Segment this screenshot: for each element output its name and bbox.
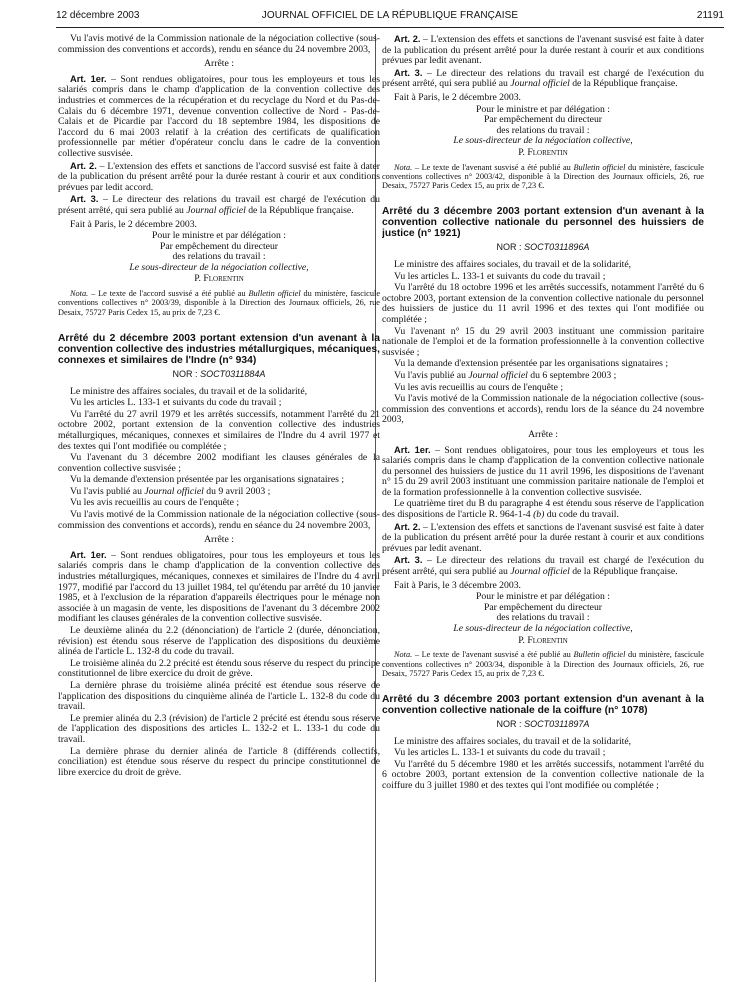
journal-name: Journal officiel — [510, 78, 570, 90]
article-text: de la République française. — [569, 78, 678, 90]
signature-line: Pour le ministre et par délégation : — [152, 230, 286, 242]
bulletin-name: Bulletin officiel — [248, 289, 301, 299]
nota-label: Nota. — [70, 289, 89, 299]
article-text: – Sont rendues obligatoires, pour tous les employeurs et tous les salariés compris dans le champ d'application de la convention collective des industries et commerces de la récupération et du recyclage du Nord et du Pas-de-Calais du 6 décembre 1971, devenue convention collective de Nord - Pas-de-Calais et de Picardie par l'accord du 18 septembre 1984, les dispositions de l'accord du 6 mai 2003 relatif à la création des certificats de qualification professionnelle par métier d'opérateur conclu dans le cadre de la convention collective susvisée. — [58, 73, 380, 159]
paragraph: Vu les articles L. 133-1 et suivants du code du travail ; — [70, 397, 282, 409]
paragraph: Le deuxième alinéa du 2.2 (dénonciation) de l'article 2 (durée, dénonciation, révision) est étendu sous réserve de l'application des dispositions du deuxième alinéa de l'article L. 132-8 du code du travail. — [58, 625, 380, 658]
signatory-name: P. Florentin — [194, 273, 244, 285]
article-label: Art. 3. — [70, 194, 99, 205]
text: Vu l'avis publié au — [70, 485, 145, 497]
article-text: – L'extension des effets et sanctions de l'avenant susvisé est faite à dater de la publication du présent arrêté pour la durée restant à courir et aux conditions prévues par ledit avenant. — [382, 521, 704, 554]
article-text: de la République française. — [245, 204, 354, 216]
paragraph: Le ministre des affaires sociales, du travail et de la solidarité, — [70, 385, 308, 397]
journal-name: Journal officiel — [186, 204, 246, 216]
nota — [382, 650, 704, 678]
decree-title: Arrêté du 3 décembre 2003 portant extension d'un avenant à la convention collective nationale de la coiffure (n° 1078) — [382, 694, 704, 717]
article-3 — [382, 555, 704, 577]
decree-title: Arrêté du 2 décembre 2003 portant extension d'un avenant à la convention collective des industries métallurgiques, mécaniques, connexes et similaires de l'Indre (n° 934) — [58, 332, 380, 366]
paragraph — [382, 371, 704, 382]
bulletin-name: Bulletin officiel — [573, 162, 626, 172]
nota-text: – Le texte de l'accord susvisé a été publié au — [88, 289, 249, 299]
article-label: Art. 1er. — [394, 444, 431, 455]
article-1 — [58, 74, 380, 160]
arrete-heading: Arrête : — [204, 534, 234, 546]
arrete-heading: Arrête : — [528, 428, 558, 440]
header-page-number: 21191 — [696, 10, 724, 21]
signature-line: Pour le ministre et par délégation : — [476, 591, 610, 603]
nor-code: SOCT0311897A — [524, 719, 590, 730]
signature-line: Par empêchement du directeur — [483, 601, 603, 613]
paragraph: Vu les avis recueillis au cours de l'enquête ; — [70, 497, 240, 509]
signature-line — [58, 263, 380, 274]
nor-code: SOCT0311896A — [524, 242, 590, 253]
article-text: – L'extension des effets et sanctions de l'avenant susvisé est faite à dater de la publication du présent arrêté pour la durée restant à courir et aux conditions prévues par ledit avenant. — [382, 34, 704, 67]
article-text: – L'extension des effets et sanctions de l'accord susvisé est faite à dater de la publication du présent arrêté pour la durée restant à courir et aux conditions prévues par ledit accord. — [58, 160, 380, 193]
nor-label: NOR : — [496, 719, 525, 730]
article-label: Art. 1er. — [70, 73, 107, 84]
nor-code: SOCT0311884A — [200, 368, 266, 379]
paragraph: Vu l'avenant n° 15 du 29 avril 2003 instituant une commission paritaire nationale de l'emploi et de la formation professionnelle à la convention collective susvisée ; — [382, 325, 704, 358]
left-column — [58, 34, 380, 984]
nor-label: NOR : — [496, 242, 525, 253]
right-column — [382, 34, 704, 984]
nota-label: Nota. — [394, 162, 413, 172]
article-2 — [382, 522, 704, 555]
page-header — [56, 10, 724, 24]
signature-role: Le sous-directeur de la négociation collective, — [453, 623, 633, 635]
paragraph: Le troisième alinéa du 2.2 précité est étendu sous réserve du respect du principe constitutionnel de libre exercice du droit de grève. — [58, 657, 380, 680]
text: du 6 septembre 2003 ; — [527, 369, 617, 381]
paragraph: La dernière phrase du troisième alinéa précité est étendue sous réserve de l'application des dispositions du cinquième alinéa de l'article L. 132-8 du code du travail. — [58, 679, 380, 713]
article-label: Art. 2. — [70, 160, 97, 171]
signature-line: des relations du travail : — [496, 124, 590, 136]
nor-reference — [58, 369, 380, 380]
arrete-heading: Arrête : — [204, 58, 234, 70]
text: du 9 avril 2003 ; — [203, 485, 271, 497]
article-label: Art. 3. — [394, 555, 423, 566]
signature-line: Pour le ministre et par délégation : — [476, 103, 610, 115]
paragraph: Vu l'avis motivé de la Commission nationale de la négociation collective (sous-commission des conventions et accords), rendu en séance du 24 novembre 2003, — [58, 34, 380, 55]
text-italic: (b) — [533, 509, 545, 521]
article-1 — [58, 550, 380, 625]
signature-line — [382, 624, 704, 635]
header-rule — [56, 27, 724, 28]
paragraph: Le premier alinéa du 2.3 (révision) de l'article 2 précité est étendu sous réserve de l'application des dispositions des articles L. 132-2 et L. 133-1 du code du travail. — [58, 712, 380, 745]
signature-date: Fait à Paris, le 2 décembre 2003. — [394, 91, 521, 103]
nota-text: – Le texte de l'avenant susvisé a été publié au — [412, 162, 574, 172]
decree-title: Arrêté du 3 décembre 2003 portant extension d'un avenant à la convention collective nationale du personnel des huissiers de justice (n° 1921) — [382, 206, 704, 240]
signature-line: des relations du travail : — [496, 612, 590, 624]
article-3 — [58, 194, 380, 216]
signature-line: Par empêchement du directeur — [159, 240, 279, 252]
nor-label: NOR : — [172, 368, 201, 379]
article-text: de la République française. — [569, 566, 678, 578]
article-label: Art. 1er. — [70, 549, 107, 560]
journal-name: Journal officiel — [144, 485, 204, 497]
article-text: – Sont rendues obligatoires, pour tous les employeurs et tous les salariés compris dans le champ d'application de la convention collective nationale du personnel des huissiers de justice du 11 avril 1996, les dispositions de l'avenant n° 15 du 29 avril 2003 instituant une commission paritaire nationale de l'emploi et de la formation professionnelle à la convention collective susvisée. — [382, 444, 704, 498]
article-3 — [382, 68, 704, 90]
paragraph: Vu l'avis motivé de la Commission nationale de la négociation collective (sous-commission des conventions et accords), rendu en séance du 24 novembre 2003, — [58, 509, 380, 531]
paragraph: Le ministre des affaires sociales, du travail et de la solidarité, — [394, 259, 632, 271]
article-label: Art. 2. — [394, 521, 421, 532]
nota-text: du ministère, fascicule conventions collectives n° 2003/39, disponible à la Direction des Journaux officiels, 26, rue Desaix, 75727 Paris Cedex 15, au prix de 7,23 €. — [58, 289, 380, 317]
signature-line: Par empêchement du directeur — [483, 114, 603, 126]
article-text: – Le directeur des relations du travail est chargé de l'exécution du présent arrêté, qui sera publié au — [58, 194, 380, 216]
article-2 — [58, 161, 380, 194]
paragraph: Vu l'arrêté du 18 octobre 1996 et les arrêtés successifs, notamment l'arrêté du 6 octobre 2003, portant extension de la convention collective nationale du personnel des huissiers de justice du 11 avril 1996 et des textes qui l'ont modifiée ou complétée ; — [382, 282, 704, 325]
header-journal-title: JOURNAL OFFICIEL DE LA RÉPUBLIQUE FRANÇAISE — [261, 10, 519, 21]
nota-text: – Le texte de l'avenant susvisé a été publié au — [412, 650, 574, 660]
paragraph: Vu les articles L. 133-1 et suivants du code du travail ; — [394, 270, 606, 282]
bulletin-name: Bulletin officiel — [573, 650, 626, 660]
text: Le quatrième tiret du B du paragraphe 4 est étendu sous réserve de l'application des dispositions de l'article R. 964-1-4 — [382, 498, 704, 521]
signature-line — [382, 136, 704, 147]
paragraph: La dernière phrase du dernier alinéa de l'article 8 (différends collectifs, conciliation) est étendue sous réserve du respect du principe constitutionnel de libre exercice du droit de grève. — [58, 745, 380, 778]
header-date: 12 décembre 2003 — [56, 10, 140, 21]
article-text: – Le directeur des relations du travail est chargé de l'exécution du présent arrêté, qui sera publié au — [382, 555, 704, 578]
paragraph: Vu les articles L. 133-1 et suivants du code du travail ; — [394, 747, 606, 759]
paragraph: Le ministre des affaires sociales, du travail et de la solidarité, — [394, 735, 632, 747]
paragraph — [58, 487, 380, 498]
nota-text: du ministère, fascicule conventions collectives n° 2003/34, disponible à la Direction des Journaux officiels, 26, rue Desaix, 75727 Paris Cedex 15, au prix de 7,23 €. — [382, 650, 704, 678]
text: du code du travail. — [544, 509, 619, 521]
article-text: – Le directeur des relations du travail est chargé de l'exécution du présent arrêté, qui sera publié au — [382, 67, 704, 90]
signature-date: Fait à Paris, le 3 décembre 2003. — [394, 579, 521, 591]
article-1 — [382, 445, 704, 499]
article-label: Art. 3. — [394, 67, 423, 78]
paragraph: Vu les avis recueillis au cours de l'enquête ; — [394, 381, 564, 393]
nor-reference — [382, 719, 704, 730]
paragraph: Vu l'avenant du 3 décembre 2002 modifiant les clauses générales de la convention collective susvisée ; — [58, 452, 380, 474]
paragraph: Vu la demande d'extension présentée par les organisations signataires ; — [394, 358, 669, 370]
article-2 — [382, 34, 704, 67]
signatory-name: P. Florentin — [518, 146, 568, 158]
journal-name: Journal officiel — [468, 369, 528, 381]
signature-line: des relations du travail : — [172, 251, 266, 263]
article-text: – Sont rendues obligatoires, pour tous les employeurs et tous les salariés compris dans le champ d'application de la convention collective des industries métallurgiques, mécaniques, connexes et similaires de l'Indre du 4 avril 1977, modifié par l'accord du 13 juillet 1984, tel qu'étendu par arrêté du 10 janvier 1985, et à l'exclusion de la réparation d'appareils électriques pour le ménage non associée à un magasin de vente, les dispositions de l'avenant du 3 décembre 2002 modifiant les clauses générales de la convention collective susvisée. — [58, 549, 380, 625]
nor-reference — [382, 242, 704, 253]
paragraph — [382, 499, 704, 520]
nota-text: du ministère, fascicule conventions collectives n° 2003/42, disponible à la Direction des Journaux officiels, 26, rue Desaix, 75727 Paris Cedex 15, au prix de 7,23 €. — [382, 162, 704, 191]
nota — [58, 289, 380, 317]
article-label: Art. 2. — [394, 34, 421, 44]
signatory-name: P. Florentin — [518, 634, 568, 646]
text: Vu l'avis publié au — [394, 369, 469, 381]
nota — [382, 163, 704, 191]
signature-role: Le sous-directeur de la négociation collective, — [129, 261, 309, 273]
signature-date: Fait à Paris, le 2 décembre 2003. — [70, 218, 197, 230]
paragraph: Vu l'avis motivé de la Commission nationale de la négociation collective (sous-commission des conventions et accords), rendu lors de la séance du 24 novembre 2003, — [382, 393, 704, 426]
paragraph: Vu la demande d'extension présentée par les organisations signataires ; — [70, 474, 345, 486]
journal-name: Journal officiel — [510, 566, 570, 578]
paragraph: Vu l'arrêté du 27 avril 1979 et les arrêtés successifs, notamment l'arrêté du 21 octobre 2002, portant extension de la convention collective des industries métallurgiques, mécaniques, connexes et similaires de l'Indre du 4 avril 1977 et des textes qui l'ont modifiée ou complétée ; — [58, 408, 380, 452]
signature-role: Le sous-directeur de la négociation collective, — [453, 135, 633, 147]
paragraph: Vu l'arrêté du 5 décembre 1980 et les arrêtés successifs, notamment l'arrêté du 6 octobre 2003, portant extension de la convention collective nationale de la coiffure du 3 juillet 1980 et des textes qui l'ont modifiée ou complétée ; — [382, 758, 704, 792]
nota-label: Nota. — [394, 650, 413, 660]
